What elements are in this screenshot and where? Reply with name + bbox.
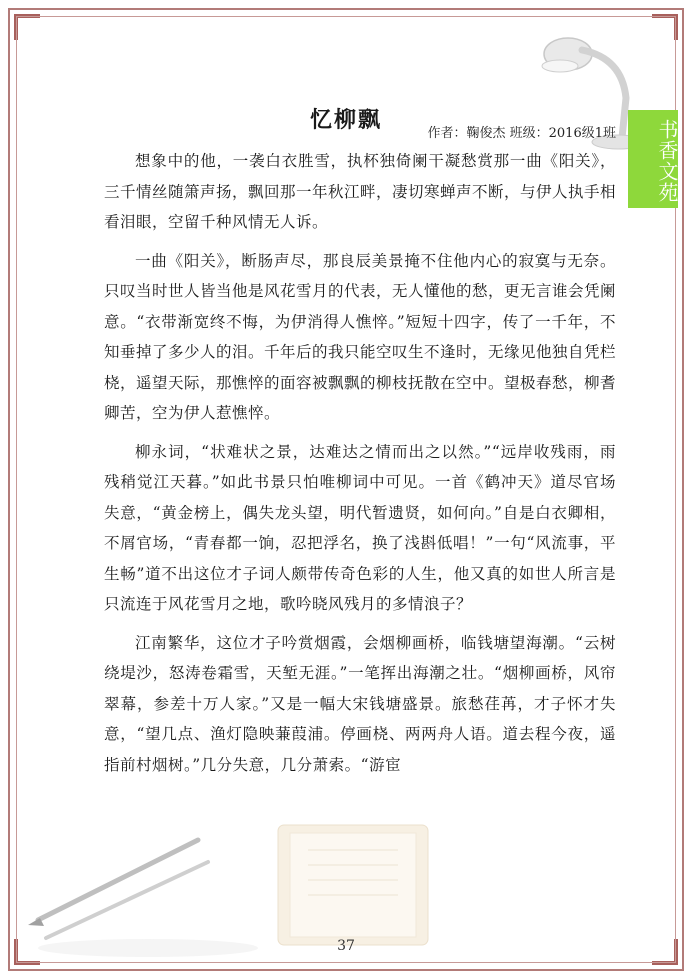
body-paragraph: 想象中的他，一袭白衣胜雪，执杯独倚阑干凝愁赏那一曲《阳关》，三千情丝随箫声扬，飘回那一年秋江畔，凄切寒蝉声不断，与伊人执手相看泪眼，空留千种风情无人诉。	[104, 152, 617, 231]
page-number: 37	[337, 938, 355, 954]
author-byline: 作者：鞠俊杰 班级：2016级1班	[427, 126, 616, 141]
body-paragraph: 江南繁华，这位才子吟赏烟霞，会烟柳画桥，临钱塘望海潮。“云树绕堤沙，怒涛卷霜雪，天堑无涯。”一笔挥出海潮之壮。“烟柳画桥，风帘翠幕，参差十万人家。”又是一幅大宋钱塘盛景。旅愁荏苒，才子怀才失意，“望几点、渔灯隐映蒹葭浦。停画桡、两两舟人语。道去程今夜，遥指前村烟树。”几分失意，几分萧索。“游宦	[104, 633, 616, 774]
article-title: 忆柳飘	[309, 106, 382, 133]
body-paragraph: 柳永词，“状难状之景，达难达之情而出之以然。”“远岸收残雨，雨残稍觉江天暮。”如此书景只怕唯柳词中可见。一首《鹤冲天》道尽官场失意，“黄金榜上，偶失龙头望，明代暂遗贤，如何向。”自是白衣卿相，不屑官场，“青春都一饷，忍把浮名，换了浅斟低唱！”一句“风流事，平生畅”道不出这位才子词人颇带传奇色彩的人生，他又真的如世人所言是只流连于风花雪月之地，歌吟晓风残月的多情浪子？	[104, 442, 616, 613]
brush-and-book-illustration	[28, 770, 448, 965]
body-paragraph: 一曲《阳关》，断肠声尽，那良辰美景掩不住他内心的寂寞与无奈。只叹当时世人皆当他是风花雪月的代表，无人懂他的愁，更无言谁会凭阑意。“衣带渐宽终不悔，为伊消得人憔悴。”短短十四字，传了一千年，不知垂掉了多少人的泪。千年后的我只能空叹生不逢时，无缘见他独自凭栏桡，遥望天际，那憔悴的面容被飘飘的柳枝抚散在空中。望极春愁，柳耆卿苦，空为伊人惹憔悴。	[104, 251, 617, 422]
article-body	[104, 146, 616, 788]
section-tab-label: 书香文苑	[628, 110, 678, 208]
